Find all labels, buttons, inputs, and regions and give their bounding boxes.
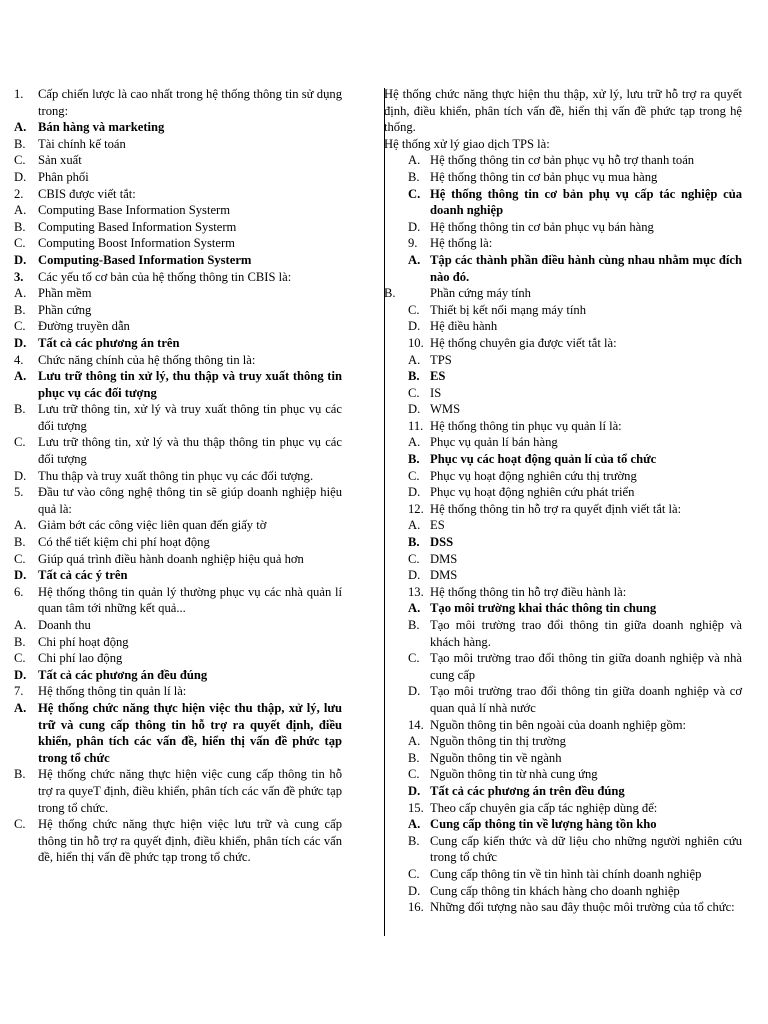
answer-option bbox=[384, 434, 742, 451]
item-text: Phục vụ hoạt động nghiên cứu thị trường bbox=[430, 468, 637, 483]
item-marker: A. bbox=[14, 120, 27, 135]
answer-option bbox=[14, 667, 342, 684]
item-marker: C. bbox=[14, 651, 26, 666]
item-marker: D. bbox=[14, 169, 27, 184]
item-marker: C. bbox=[14, 153, 26, 168]
answer-option bbox=[14, 302, 342, 319]
item-text: Hệ thống thông tin cơ bản phục vụ bán hàng bbox=[430, 219, 654, 234]
item-text: Cung cấp kiến thức và dữ liệu cho những người nghiên cứu trong tổ chức bbox=[430, 833, 742, 865]
item-marker: C. bbox=[14, 236, 26, 251]
answer-option bbox=[384, 600, 742, 617]
answer-option bbox=[14, 551, 342, 568]
item-marker: D. bbox=[14, 568, 27, 583]
answer-option bbox=[14, 285, 342, 302]
answer-option bbox=[384, 517, 742, 534]
answer-option bbox=[384, 302, 742, 319]
item-marker: B. bbox=[14, 136, 26, 151]
answer-option bbox=[14, 318, 342, 335]
item-text: Doanh thu bbox=[38, 618, 91, 632]
item-marker: D. bbox=[408, 883, 421, 898]
item-text: Tất cả các phương án đều đúng bbox=[38, 667, 208, 682]
item-text: Cấp chiến lược là cao nhất trong hệ thống thông tin sử dụng trong: bbox=[38, 87, 342, 118]
answer-option bbox=[384, 169, 742, 186]
item-text: Tất cả các phương án trên bbox=[38, 335, 180, 350]
item-marker: C. bbox=[14, 817, 26, 832]
item-text: Phần cứng bbox=[38, 302, 92, 317]
item-text: ES bbox=[430, 369, 446, 384]
item-text: DSS bbox=[430, 535, 454, 550]
item-marker: B. bbox=[14, 634, 26, 649]
item-marker: 10. bbox=[408, 335, 424, 350]
item-marker: A. bbox=[408, 352, 421, 367]
item-marker: A. bbox=[14, 518, 27, 533]
paragraph bbox=[384, 86, 742, 136]
item-text: Tạo môi trường trao đổi thông tin giữa doanh nghiệp và cơ quan quả lí nhà nước bbox=[430, 684, 742, 715]
item-text: Lưu trữ thông tin, xử lý và thu thập thông tin phục vụ các đối tượng bbox=[38, 435, 342, 467]
answer-option bbox=[14, 202, 342, 219]
answer-option bbox=[384, 617, 742, 650]
item-text: Tạo môi trường trao đổi thông tin giữa doanh nghiệp và khách hàng. bbox=[430, 618, 742, 649]
item-text: Phần mềm bbox=[38, 286, 92, 301]
item-text: Hệ thống chức năng thực hiện việc cung cấp thông tin hỗ trợ ra quyeT định, điều khiển, phân tích các vấn đề phức tạp trong tổ chức. bbox=[38, 767, 342, 815]
item-text: Nguồn thông tin từ nhà cung ứng bbox=[430, 767, 598, 782]
item-text: Nguồn thông tin thị trường bbox=[430, 734, 566, 749]
answer-option bbox=[14, 152, 342, 169]
answer-option bbox=[384, 335, 742, 352]
item-marker: 15. bbox=[408, 800, 424, 815]
item-marker: A. bbox=[408, 601, 421, 616]
answer-option bbox=[384, 833, 742, 866]
item-text: Hệ thống thông tin phục vụ quản lí là: bbox=[430, 418, 622, 433]
item-text: Cung cấp thông tin khách hàng cho doanh nghiệp bbox=[430, 883, 680, 898]
answer-option bbox=[384, 899, 742, 916]
question-item bbox=[14, 86, 342, 119]
item-text: Theo cấp chuyên gia cấp tác nghiệp dùng để: bbox=[430, 800, 658, 815]
item-marker: D. bbox=[408, 783, 421, 798]
item-text: Hệ thống chức năng thực hiện việc thu thập, xử lý, lưu trữ và cung cấp thông tin hỗ trợ ra quyết định, điều khiển, phân tích các vấn đề, hiển thị vấn đề phức tạp trong tổ chức bbox=[38, 700, 342, 765]
item-text: Computing-Based Information Systerm bbox=[38, 252, 252, 267]
item-text: Thu thập và truy xuất thông tin phục vụ các đối tượng. bbox=[38, 468, 314, 483]
item-text: Phần cứng máy tính bbox=[430, 286, 531, 301]
item-marker: 4. bbox=[14, 352, 24, 367]
item-marker: B. bbox=[408, 169, 420, 184]
item-text: Computing Base Information Systerm bbox=[38, 203, 231, 218]
answer-option bbox=[384, 235, 742, 252]
item-marker: B. bbox=[408, 369, 420, 384]
item-marker: D. bbox=[14, 468, 27, 483]
answer-option bbox=[14, 650, 342, 667]
item-text: Hệ thống thông tin cơ bản phục vụ mua hàng bbox=[430, 169, 658, 184]
answer-option bbox=[384, 567, 742, 584]
item-text: Hệ thống thông tin quản lí là: bbox=[38, 684, 187, 699]
answer-option bbox=[384, 551, 742, 568]
answer-option bbox=[14, 434, 342, 467]
item-text: IS bbox=[430, 385, 442, 400]
item-text: Cung cấp thông tin về lượng hàng tồn kho bbox=[430, 817, 657, 832]
answer-option bbox=[14, 235, 342, 252]
item-text: Hệ thống thông tin hỗ trợ ra quyết định viết tắt là: bbox=[430, 501, 682, 516]
item-marker: C. bbox=[408, 302, 420, 317]
answer-option bbox=[384, 584, 742, 601]
item-marker: B. bbox=[408, 750, 420, 765]
answer-option bbox=[384, 219, 742, 236]
item-text: Lưu trữ thông tin xử lý, thu thập và truy xuất thông tin phục vụ các đối tượng bbox=[38, 369, 342, 400]
item-text: Lưu trữ thông tin, xử lý và truy xuất thông tin phục vụ các đối tượng bbox=[38, 402, 342, 433]
answer-option bbox=[384, 800, 742, 817]
answer-option bbox=[384, 318, 742, 335]
answer-option bbox=[384, 186, 742, 219]
answer-option bbox=[384, 501, 742, 518]
item-marker: D. bbox=[408, 319, 421, 334]
item-marker: D. bbox=[408, 568, 421, 583]
item-text: Các yếu tố cơ bản của hệ thống thông tin CBIS là: bbox=[38, 269, 292, 284]
item-marker: A. bbox=[14, 286, 27, 301]
item-marker: B. bbox=[408, 833, 420, 848]
item-text: Tất cả các phương án trên đều đúng bbox=[430, 783, 625, 798]
answer-option bbox=[14, 567, 342, 584]
item-marker: B. bbox=[14, 219, 26, 234]
item-marker: B. bbox=[408, 452, 420, 467]
item-text: Tạo môi trường trao đổi thông tin giữa doanh nghiệp và nhà cung cấp bbox=[430, 651, 742, 682]
item-marker: B. bbox=[14, 302, 26, 317]
answer-option bbox=[14, 119, 342, 136]
item-text: TPS bbox=[430, 352, 452, 367]
item-marker: C. bbox=[408, 385, 420, 400]
item-text: Giúp quá trình điều hành doanh nghiệp hiệu quả hơn bbox=[38, 551, 304, 566]
item-marker: C. bbox=[14, 319, 26, 334]
question-item bbox=[14, 683, 342, 700]
paragraph bbox=[384, 136, 742, 153]
item-marker: A. bbox=[408, 252, 421, 267]
item-text: Chi phí hoạt động bbox=[38, 634, 129, 649]
item-marker: 12. bbox=[408, 501, 424, 516]
item-marker: D. bbox=[14, 252, 27, 267]
answer-option bbox=[14, 252, 342, 269]
item-marker: 1. bbox=[14, 87, 24, 101]
item-marker: 6. bbox=[14, 584, 24, 599]
item-text: Chức năng chính của hệ thống thông tin là: bbox=[38, 352, 256, 367]
question-item bbox=[14, 186, 342, 203]
item-marker: C. bbox=[14, 435, 26, 450]
item-text: Chi phí lao động bbox=[38, 651, 123, 666]
item-text: Có thể tiết kiệm chi phí hoạt động bbox=[38, 535, 210, 550]
item-text: Hệ điều hành bbox=[430, 319, 498, 334]
item-text: Nguồn thông tin về ngành bbox=[430, 750, 562, 765]
item-text: Hệ thống là: bbox=[430, 236, 493, 251]
item-marker: B. bbox=[14, 402, 26, 417]
answer-option bbox=[14, 534, 342, 551]
answer-option bbox=[384, 385, 742, 402]
item-text: DMS bbox=[430, 551, 458, 566]
item-text: Cung cấp thông tin về tin hình tài chính doanh nghiệp bbox=[430, 866, 702, 881]
item-marker: D. bbox=[408, 684, 421, 699]
item-marker: B. bbox=[408, 535, 420, 550]
item-marker: 9. bbox=[408, 236, 418, 251]
answer-option bbox=[14, 136, 342, 153]
answer-option bbox=[384, 783, 742, 800]
answer-option bbox=[14, 401, 342, 434]
item-text: Phục vụ các hoạt động quản lí của tổ chức bbox=[430, 452, 657, 467]
item-marker: 2. bbox=[14, 186, 24, 201]
answer-option bbox=[384, 750, 742, 767]
item-text: Phục vụ hoạt động nghiên cứu phát triển bbox=[430, 485, 635, 500]
question-item bbox=[14, 584, 342, 617]
item-text: Tất cả các ý trên bbox=[38, 568, 128, 583]
item-text: Hệ thống thông tin cơ bản phụ vụ cấp tác nghiệp của doanh nghiệp bbox=[430, 186, 742, 218]
item-text: Đầu tư vào công nghệ thông tin sẽ giúp doanh nghiệp hiệu quả là: bbox=[38, 485, 342, 516]
answer-option bbox=[384, 352, 742, 369]
answer-option bbox=[14, 617, 342, 634]
item-text: Sản xuất bbox=[38, 153, 82, 168]
item-marker: D. bbox=[408, 485, 421, 500]
answer-option bbox=[384, 650, 742, 683]
paragraph-text: Hệ thống chức năng thực hiện thu thập, xử lý, lưu trữ hỗ trợ ra quyết định, điều khiển, phân tích vấn đề, hiển thị vấn đề phức tạp trong hệ thống. bbox=[384, 87, 742, 135]
answer-option bbox=[384, 866, 742, 883]
item-text: Hệ thống chuyên gia được viết tắt là: bbox=[430, 335, 617, 350]
item-text: Giảm bớt các công việc liên quan đến giấy tờ bbox=[38, 518, 267, 533]
answer-option bbox=[384, 766, 742, 783]
answer-option bbox=[384, 418, 742, 435]
item-text: Tạo môi trường khai thác thông tin chung bbox=[430, 601, 657, 616]
item-marker: C. bbox=[408, 186, 421, 201]
answer-option bbox=[384, 733, 742, 750]
item-text: CBIS được viết tắt: bbox=[38, 186, 136, 201]
item-text: Nguồn thông tin bên ngoài của doanh nghiệp gồm: bbox=[430, 717, 687, 732]
answer-option bbox=[14, 468, 342, 485]
item-marker: A. bbox=[14, 700, 27, 715]
answer-option bbox=[384, 717, 742, 734]
item-marker: A. bbox=[408, 734, 421, 749]
item-text: Bán hàng và marketing bbox=[38, 120, 165, 135]
question-item bbox=[14, 269, 342, 286]
item-text: Tập các thành phần điều hành cùng nhau nhằm mục đích nào đó. bbox=[430, 252, 742, 284]
answer-option bbox=[14, 634, 342, 651]
answer-option bbox=[14, 368, 342, 401]
item-marker: 16. bbox=[408, 900, 424, 915]
item-text: ES bbox=[430, 518, 445, 533]
item-marker: A. bbox=[408, 518, 421, 533]
item-text: Hệ thống chức năng thực hiện việc lưu trữ và cung cấp thông tin hỗ trợ ra quyết định, điều khiển, phân tích các vấn đề, hiển thị vấn đề phức tạp trong tổ chức. bbox=[38, 817, 342, 865]
item-text: Hệ thống thông tin quản lý thường phục vụ các nhà quản lí quan tâm tới những kết quả... bbox=[38, 584, 342, 616]
answer-option bbox=[384, 285, 742, 302]
left-column bbox=[14, 86, 342, 866]
answer-option bbox=[14, 816, 342, 866]
item-marker: A. bbox=[14, 369, 27, 384]
item-marker: 11. bbox=[408, 418, 424, 433]
item-text: WMS bbox=[430, 402, 461, 417]
item-marker: B. bbox=[14, 535, 26, 550]
paragraph-text: Hệ thống xử lý giao dịch TPS là: bbox=[384, 136, 550, 151]
item-marker: 5. bbox=[14, 485, 24, 500]
answer-option bbox=[384, 152, 742, 169]
item-marker: B. bbox=[384, 286, 396, 301]
answer-option bbox=[384, 451, 742, 468]
item-marker: C. bbox=[14, 551, 26, 566]
right-column bbox=[384, 86, 742, 916]
item-text: Phục vụ quản lí bán hàng bbox=[430, 435, 558, 450]
answer-option bbox=[14, 335, 342, 352]
answer-option bbox=[384, 368, 742, 385]
answer-option bbox=[14, 219, 342, 236]
answer-option bbox=[14, 766, 342, 816]
item-text: Những đối tượng nào sau đây thuộc môi trường của tổ chức: bbox=[430, 900, 735, 915]
item-marker: D. bbox=[14, 667, 27, 682]
question-item bbox=[14, 352, 342, 369]
item-marker: 3. bbox=[14, 269, 24, 284]
item-marker: A. bbox=[408, 817, 421, 832]
item-marker: 7. bbox=[14, 684, 24, 699]
item-text: Hệ thống thông tin hỗ trợ điều hành là: bbox=[430, 584, 627, 599]
item-marker: D. bbox=[408, 402, 421, 417]
item-marker: D. bbox=[14, 335, 27, 350]
item-text: Thiết bị kết nối mạng máy tính bbox=[430, 302, 586, 317]
item-marker: D. bbox=[408, 219, 421, 234]
item-marker: C. bbox=[408, 551, 420, 566]
answer-option bbox=[384, 683, 742, 716]
answer-option bbox=[384, 252, 742, 285]
item-text: Phân phối bbox=[38, 169, 89, 184]
item-marker: B. bbox=[14, 767, 26, 782]
item-marker: B. bbox=[408, 618, 420, 632]
question-item bbox=[14, 484, 342, 517]
answer-option bbox=[384, 484, 742, 501]
item-text: DMS bbox=[430, 568, 458, 583]
item-text: Tài chính kế toán bbox=[38, 136, 126, 151]
item-marker: C. bbox=[408, 468, 420, 483]
answer-option bbox=[384, 534, 742, 551]
item-marker: C. bbox=[408, 866, 420, 881]
item-marker: A. bbox=[408, 435, 421, 450]
item-marker: C. bbox=[408, 651, 420, 666]
item-text: Computing Boost Information Systerm bbox=[38, 236, 235, 251]
answer-option bbox=[14, 517, 342, 534]
item-marker: A. bbox=[14, 618, 27, 632]
item-text: Đường truyền dẫn bbox=[38, 319, 130, 334]
item-marker: 14. bbox=[408, 717, 424, 732]
answer-option bbox=[384, 468, 742, 485]
item-marker: A. bbox=[14, 203, 27, 218]
item-text: Hệ thống thông tin cơ bản phục vụ hỗ trợ thanh toán bbox=[430, 153, 695, 168]
answer-option bbox=[384, 816, 742, 833]
item-marker: 13. bbox=[408, 584, 424, 599]
answer-option bbox=[384, 883, 742, 900]
answer-option bbox=[14, 700, 342, 766]
item-text: Computing Based Information Systerm bbox=[38, 219, 237, 234]
answer-option bbox=[384, 401, 742, 418]
item-marker: A. bbox=[408, 153, 421, 168]
answer-option bbox=[14, 169, 342, 186]
item-marker: C. bbox=[408, 767, 420, 782]
